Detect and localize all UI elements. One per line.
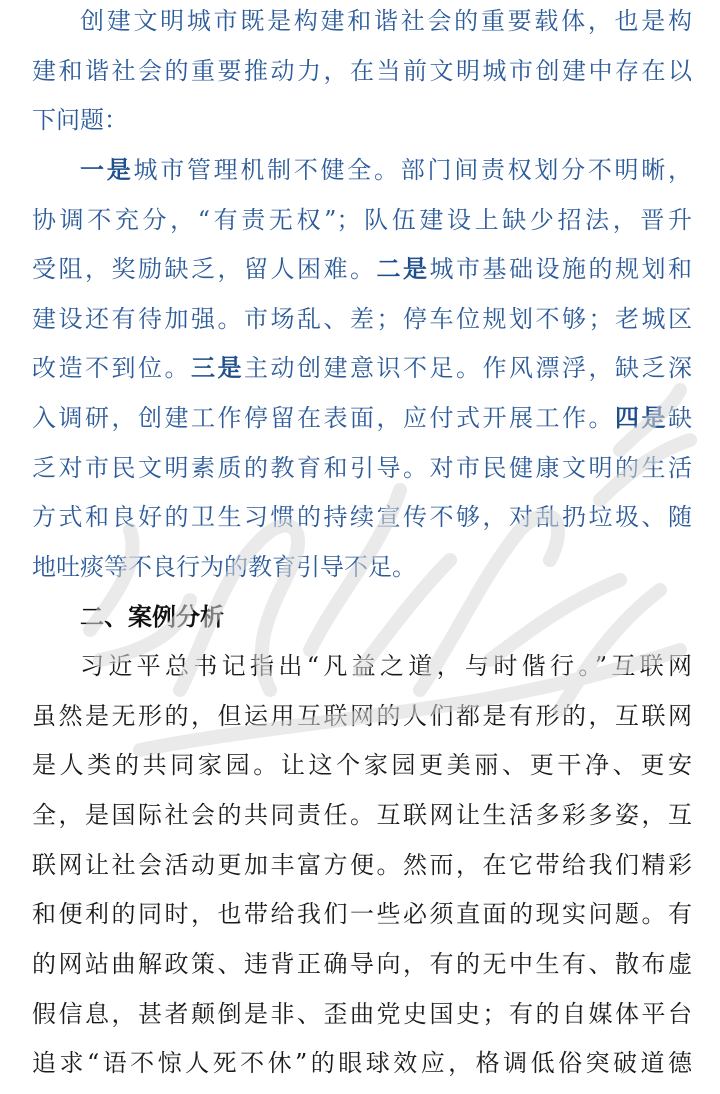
case-line-6: 和便利的同时，也带给我们一些必须直面的现实问题。有: [32, 900, 692, 928]
problems-text: 城市基础设施的规划和: [429, 255, 692, 283]
case-line-3: 是人类的共同家园。让这个家园更美丽、更干净、更安: [32, 751, 692, 779]
problems-line-2: 协调不充分，“有责无权”；队伍建设上缺少招法，晋升: [32, 206, 692, 234]
intro-line-3: 下问题：: [32, 106, 128, 134]
case-line-9: 追求“语不惊人死不休”的眼球效应，格调低俗突破道德: [32, 1049, 692, 1077]
keyword-first: 一是: [80, 155, 134, 184]
problems-text: 入调研，创建工作停留在表面，应付式开展工作。: [32, 404, 615, 432]
keyword-fourth: 四是: [615, 403, 668, 432]
problems-text: 改造不到位。: [32, 354, 191, 382]
keyword-third: 三是: [191, 353, 244, 382]
case-line-2: 虽然是无形的，但运用互联网的人们都是有形的，互联网: [32, 702, 692, 730]
problems-line-4: 建设还有待加强。市场乱、差；停车位规划不够；老城区: [32, 305, 692, 333]
problems-text: 城市管理机制不健全。部门间责权划分不明晰，: [133, 156, 692, 184]
intro-line-2: 建和谐社会的重要推动力，在当前文明城市创建中存在以: [32, 57, 692, 85]
case-line-4: 全，是国际社会的共同责任。互联网让生活多彩多姿，互: [32, 801, 692, 829]
problems-line-6: [32, 401, 692, 435]
problems-line-7: 乏对市民文明素质的教育和引导。对市民健康文明的生活: [32, 454, 692, 482]
problems-line-1: [80, 153, 692, 187]
problems-line-3: [32, 252, 692, 286]
problems-line-8: 方式和良好的卫生习惯的持续宣传不够，对乱扔垃圾、随: [32, 503, 692, 531]
case-line-1: 习近平总书记指出“凡益之道，与时偕行。”互联网: [80, 652, 692, 680]
problems-text: 受阻，奖励缺乏，留人困难。: [32, 255, 377, 283]
problems-line-5: [32, 351, 692, 385]
case-line-8: 假信息，甚者颠倒是非、歪曲党史国史；有的自媒体平台: [32, 1000, 692, 1028]
case-line-7: 的网站曲解政策、违背正确导向，有的无中生有、散布虚: [32, 950, 692, 978]
problems-text: 缺: [668, 404, 692, 432]
problems-line-9: 地吐痰等不良行为的教育引导不足。: [32, 553, 416, 581]
section-heading: 二、案例分析: [80, 603, 224, 631]
problems-text: 主动创建意识不足。作风漂浮，缺乏深: [244, 354, 692, 382]
intro-line-1: 创建文明城市既是构建和谐社会的重要载体，也是构: [80, 7, 692, 35]
keyword-second: 二是: [376, 254, 430, 283]
case-line-5: 联网让社会活动更加丰富方便。然而，在它带给我们精彩: [32, 851, 692, 879]
